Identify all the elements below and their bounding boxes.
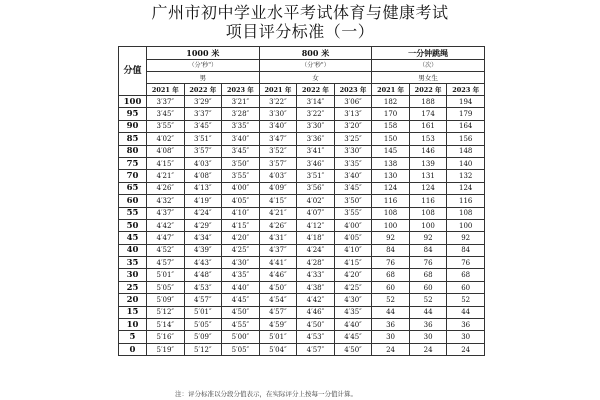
run-800m-time: 3′51″	[297, 170, 335, 182]
run-800m-time: 5′01″	[259, 331, 297, 343]
run-1000m-time: 5′14″	[147, 319, 185, 331]
run-1000m-time: 3′37″	[147, 96, 185, 108]
run-800m-time: 4′09″	[259, 182, 297, 194]
run-800m-time: 3′22″	[297, 108, 335, 120]
run-1000m-time: 3′29″	[184, 96, 222, 108]
rope-skipping-count: 145	[372, 145, 410, 157]
run-1000m-time: 3′55″	[222, 170, 260, 182]
rope-skipping-count: 36	[447, 319, 485, 331]
run-800m-time: 3′46″	[297, 157, 335, 169]
score-cell: 35	[119, 257, 147, 269]
rope-skipping-count: 188	[409, 96, 447, 108]
run-800m-time: 4′24″	[297, 244, 335, 256]
rope-skipping-count: 164	[447, 120, 485, 132]
run-1000m-time: 4′21″	[147, 170, 185, 182]
table-row	[119, 232, 485, 244]
table-row	[119, 219, 485, 231]
run-1000m-time: 4′53″	[184, 281, 222, 293]
rope-skipping-count: 179	[447, 108, 485, 120]
rope-skipping-count: 116	[409, 195, 447, 207]
run-1000m-header: 1000 米	[147, 47, 260, 60]
rope-skipping-count: 60	[447, 281, 485, 293]
run-1000m-time: 5′12″	[184, 343, 222, 355]
table-row	[119, 306, 485, 318]
rope-skipping-count: 52	[447, 294, 485, 306]
run-800m-time: 4′21″	[259, 207, 297, 219]
run-1000m-time: 5′12″	[147, 306, 185, 318]
year-header: 2021 年	[259, 84, 297, 96]
run-800m-time: 3′45″	[334, 182, 372, 194]
run-1000m-time: 3′57″	[184, 145, 222, 157]
year-header: 2022 年	[184, 84, 222, 96]
run-800m-time: 4′50″	[297, 319, 335, 331]
rope-skipping-count: 108	[447, 207, 485, 219]
run-800m-time: 3′06″	[334, 96, 372, 108]
score-cell: 85	[119, 133, 147, 145]
run-1000m-time: 4′35″	[222, 269, 260, 281]
table-row	[119, 182, 485, 194]
run-800m-time: 4′59″	[259, 319, 297, 331]
run-800m-time: 3′30″	[259, 108, 297, 120]
run-800m-time: 4′20″	[334, 269, 372, 281]
run-1000m-time: 3′45″	[147, 108, 185, 120]
score-cell: 15	[119, 306, 147, 318]
run-1000m-time: 4′37″	[147, 207, 185, 219]
table-row	[119, 108, 485, 120]
run-800m-time: 4′31″	[259, 232, 297, 244]
run-800m-time: 4′53″	[297, 331, 335, 343]
table-row	[119, 294, 485, 306]
rope-skipping-count: 60	[409, 281, 447, 293]
run-800m-time: 4′54″	[259, 294, 297, 306]
run-1000m-time: 4′25″	[222, 244, 260, 256]
run-800m-unit: （分'秒"）	[259, 60, 372, 72]
run-800m-time: 3′50″	[334, 195, 372, 207]
rope-skipping-unit: （次）	[372, 60, 485, 72]
year-header: 2021 年	[147, 84, 185, 96]
run-800m-time: 3′52″	[259, 145, 297, 157]
run-800m-time: 3′40″	[259, 120, 297, 132]
rope-skipping-count: 92	[447, 232, 485, 244]
rope-skipping-sex: 男女生	[372, 72, 485, 84]
rope-skipping-count: 44	[372, 306, 410, 318]
run-1000m-time: 4′39″	[184, 244, 222, 256]
run-800m-time: 3′35″	[334, 157, 372, 169]
run-800m-time: 4′18″	[297, 232, 335, 244]
table-row	[119, 257, 485, 269]
run-800m-time: 3′55″	[334, 207, 372, 219]
score-cell: 65	[119, 182, 147, 194]
score-cell: 60	[119, 195, 147, 207]
score-cell: 50	[119, 219, 147, 231]
rope-skipping-count: 36	[409, 319, 447, 331]
score-column-header: 分值	[119, 47, 147, 96]
run-1000m-time: 5′00″	[222, 331, 260, 343]
table-row	[119, 170, 485, 182]
rope-skipping-count: 24	[409, 343, 447, 355]
scoring-standard-table	[118, 46, 485, 356]
run-800m-time: 4′15″	[259, 195, 297, 207]
run-800m-time: 5′04″	[259, 343, 297, 355]
run-800m-time: 3′40″	[334, 170, 372, 182]
run-1000m-time: 5′19″	[147, 343, 185, 355]
run-1000m-time: 4′05″	[222, 195, 260, 207]
run-800m-time: 4′02″	[297, 195, 335, 207]
run-1000m-time: 3′37″	[184, 108, 222, 120]
run-1000m-unit: （分'秒"）	[147, 60, 260, 72]
run-800m-time: 4′33″	[297, 269, 335, 281]
score-cell: 100	[119, 96, 147, 108]
score-cell: 5	[119, 331, 147, 343]
run-1000m-time: 3′40″	[222, 133, 260, 145]
rope-skipping-count: 30	[409, 331, 447, 343]
run-1000m-time: 4′19″	[184, 195, 222, 207]
rope-skipping-count: 30	[447, 331, 485, 343]
run-1000m-time: 4′57″	[147, 257, 185, 269]
run-1000m-time: 5′05″	[147, 281, 185, 293]
score-cell: 0	[119, 343, 147, 355]
run-1000m-time: 4′55″	[222, 319, 260, 331]
rope-skipping-count: 24	[372, 343, 410, 355]
run-800m-time: 4′41″	[259, 257, 297, 269]
run-1000m-time: 4′08″	[147, 145, 185, 157]
run-1000m-time: 4′45″	[222, 294, 260, 306]
run-800m-time: 3′22″	[259, 96, 297, 108]
run-800m-time: 3′14″	[297, 96, 335, 108]
rope-skipping-count: 150	[372, 133, 410, 145]
run-1000m-time: 4′03″	[184, 157, 222, 169]
rope-skipping-count: 156	[447, 133, 485, 145]
rope-skipping-count: 84	[372, 244, 410, 256]
rope-skipping-count: 92	[409, 232, 447, 244]
run-1000m-time: 4′08″	[184, 170, 222, 182]
rope-skipping-count: 52	[372, 294, 410, 306]
run-1000m-time: 3′50″	[222, 157, 260, 169]
rope-skipping-count: 153	[409, 133, 447, 145]
score-cell: 10	[119, 319, 147, 331]
run-1000m-time: 4′24″	[184, 207, 222, 219]
table-row	[119, 96, 485, 108]
run-800m-time: 4′26″	[259, 219, 297, 231]
rope-skipping-count: 194	[447, 96, 485, 108]
document-title-line2: 项目评分标准（一）	[225, 22, 375, 41]
run-1000m-time: 3′45″	[184, 120, 222, 132]
run-1000m-time: 3′55″	[147, 120, 185, 132]
run-1000m-time: 4′57″	[184, 294, 222, 306]
run-1000m-time: 4′26″	[147, 182, 185, 194]
rope-skipping-count: 116	[447, 195, 485, 207]
rope-skipping-count: 130	[372, 170, 410, 182]
run-1000m-time: 4′48″	[184, 269, 222, 281]
rope-skipping-count: 52	[409, 294, 447, 306]
rope-skipping-count: 76	[447, 257, 485, 269]
rope-skipping-count: 138	[372, 157, 410, 169]
year-header: 2023 年	[222, 84, 260, 96]
table-row	[119, 195, 485, 207]
rope-skipping-count: 84	[447, 244, 485, 256]
rope-skipping-count: 92	[372, 232, 410, 244]
score-cell: 95	[119, 108, 147, 120]
run-1000m-time: 4′10″	[222, 207, 260, 219]
run-800m-time: 4′03″	[259, 170, 297, 182]
rope-skipping-count: 76	[409, 257, 447, 269]
run-1000m-time: 4′02″	[147, 133, 185, 145]
table-row	[119, 133, 485, 145]
run-800m-time: 4′15″	[334, 257, 372, 269]
rope-skipping-count: 44	[447, 306, 485, 318]
rope-skipping-header: 一分钟跳绳	[372, 47, 485, 60]
rope-skipping-count: 182	[372, 96, 410, 108]
run-800m-time: 4′40″	[334, 319, 372, 331]
score-cell: 55	[119, 207, 147, 219]
run-1000m-time: 4′15″	[222, 219, 260, 231]
rope-skipping-count: 100	[447, 219, 485, 231]
run-800m-time: 3′30″	[297, 120, 335, 132]
score-cell: 70	[119, 170, 147, 182]
run-1000m-time: 4′47″	[147, 232, 185, 244]
run-1000m-time: 3′35″	[222, 120, 260, 132]
year-header: 2022 年	[409, 84, 447, 96]
year-header: 2023 年	[334, 84, 372, 96]
rope-skipping-count: 24	[447, 343, 485, 355]
rope-skipping-count: 161	[409, 120, 447, 132]
score-cell: 25	[119, 281, 147, 293]
rope-skipping-count: 124	[447, 182, 485, 194]
rope-skipping-count: 44	[409, 306, 447, 318]
run-800m-time: 4′12″	[297, 219, 335, 231]
run-800m-time: 3′30″	[334, 145, 372, 157]
rope-skipping-count: 84	[409, 244, 447, 256]
score-cell: 75	[119, 157, 147, 169]
footnote: 注：评分标准以分段分值表示，在实际评分上按每一分值计算。	[175, 390, 357, 398]
rope-skipping-count: 131	[409, 170, 447, 182]
run-800m-time: 4′46″	[297, 306, 335, 318]
run-800m-time: 4′37″	[259, 244, 297, 256]
run-800m-time: 4′50″	[259, 281, 297, 293]
run-800m-time: 4′30″	[334, 294, 372, 306]
table-row	[119, 120, 485, 132]
rope-skipping-count: 100	[372, 219, 410, 231]
run-800m-time: 3′57″	[259, 157, 297, 169]
rope-skipping-count: 60	[372, 281, 410, 293]
run-1000m-time: 4′50″	[222, 306, 260, 318]
run-1000m-time: 3′21″	[222, 96, 260, 108]
run-800m-time: 4′25″	[334, 281, 372, 293]
run-800m-time: 4′57″	[297, 343, 335, 355]
rope-skipping-count: 146	[409, 145, 447, 157]
table-row	[119, 319, 485, 331]
run-1000m-time: 5′05″	[222, 343, 260, 355]
table-row	[119, 269, 485, 281]
rope-skipping-count: 30	[372, 331, 410, 343]
run-800m-time: 4′05″	[334, 232, 372, 244]
rope-skipping-count: 124	[372, 182, 410, 194]
rope-skipping-count: 68	[447, 269, 485, 281]
run-1000m-time: 3′28″	[222, 108, 260, 120]
run-1000m-time: 4′34″	[184, 232, 222, 244]
run-800m-time: 3′13″	[334, 108, 372, 120]
run-800m-time: 3′47″	[259, 133, 297, 145]
run-800m-time: 4′42″	[297, 294, 335, 306]
run-1000m-time: 4′00″	[222, 182, 260, 194]
year-header: 2022 年	[297, 84, 335, 96]
rope-skipping-count: 68	[409, 269, 447, 281]
run-1000m-time: 4′20″	[222, 232, 260, 244]
run-800m-time: 4′07″	[297, 207, 335, 219]
run-800m-time: 4′10″	[334, 244, 372, 256]
rope-skipping-count: 148	[447, 145, 485, 157]
rope-skipping-count: 68	[372, 269, 410, 281]
run-1000m-time: 4′42″	[147, 219, 185, 231]
run-1000m-time: 5′01″	[147, 269, 185, 281]
run-1000m-time: 5′05″	[184, 319, 222, 331]
score-cell: 20	[119, 294, 147, 306]
run-1000m-time: 5′09″	[147, 294, 185, 306]
table-body	[119, 96, 485, 356]
run-800m-header: 800 米	[259, 47, 372, 60]
rope-skipping-count: 124	[409, 182, 447, 194]
table-row	[119, 207, 485, 219]
run-1000m-time: 5′09″	[184, 331, 222, 343]
table-row	[119, 145, 485, 157]
run-1000m-time: 4′40″	[222, 281, 260, 293]
year-header: 2023 年	[447, 84, 485, 96]
run-1000m-time: 5′01″	[184, 306, 222, 318]
score-cell: 45	[119, 232, 147, 244]
run-1000m-time: 4′29″	[184, 219, 222, 231]
score-cell: 90	[119, 120, 147, 132]
run-800m-time: 4′35″	[334, 306, 372, 318]
run-1000m-time: 4′13″	[184, 182, 222, 194]
rope-skipping-count: 108	[372, 207, 410, 219]
rope-skipping-count: 100	[409, 219, 447, 231]
run-1000m-time: 5′16″	[147, 331, 185, 343]
run-1000m-time: 4′30″	[222, 257, 260, 269]
run-1000m-time: 4′15″	[147, 157, 185, 169]
run-800m-time: 3′56″	[297, 182, 335, 194]
run-1000m-time: 4′32″	[147, 195, 185, 207]
rope-skipping-count: 132	[447, 170, 485, 182]
run-800m-time: 4′28″	[297, 257, 335, 269]
run-1000m-time: 4′43″	[184, 257, 222, 269]
run-1000m-sex: 男	[147, 72, 260, 84]
rope-skipping-count: 174	[409, 108, 447, 120]
table-row	[119, 331, 485, 343]
rope-skipping-count: 108	[409, 207, 447, 219]
run-1000m-time: 3′51″	[184, 133, 222, 145]
run-800m-time: 3′20″	[334, 120, 372, 132]
run-800m-time: 4′46″	[259, 269, 297, 281]
rope-skipping-count: 170	[372, 108, 410, 120]
run-800m-time: 3′41″	[297, 145, 335, 157]
run-1000m-time: 3′45″	[222, 145, 260, 157]
run-1000m-time: 4′52″	[147, 244, 185, 256]
run-800m-time: 4′00″	[334, 219, 372, 231]
table-row	[119, 343, 485, 355]
table-row	[119, 244, 485, 256]
document-title-line1: 广州市初中学业水平考试体育与健康考试	[151, 3, 449, 22]
rope-skipping-count: 36	[372, 319, 410, 331]
run-800m-time: 4′45″	[334, 331, 372, 343]
rope-skipping-count: 158	[372, 120, 410, 132]
score-cell: 80	[119, 145, 147, 157]
run-800m-time: 4′50″	[334, 343, 372, 355]
table-row	[119, 157, 485, 169]
year-header: 2021 年	[372, 84, 410, 96]
run-800m-time: 3′25″	[334, 133, 372, 145]
run-800m-sex: 女	[259, 72, 372, 84]
rope-skipping-count: 139	[409, 157, 447, 169]
rope-skipping-count: 116	[372, 195, 410, 207]
score-cell: 30	[119, 269, 147, 281]
run-800m-time: 4′38″	[297, 281, 335, 293]
rope-skipping-count: 76	[372, 257, 410, 269]
run-800m-time: 3′36″	[297, 133, 335, 145]
score-cell: 40	[119, 244, 147, 256]
run-800m-time: 4′57″	[259, 306, 297, 318]
table-row	[119, 281, 485, 293]
rope-skipping-count: 140	[447, 157, 485, 169]
